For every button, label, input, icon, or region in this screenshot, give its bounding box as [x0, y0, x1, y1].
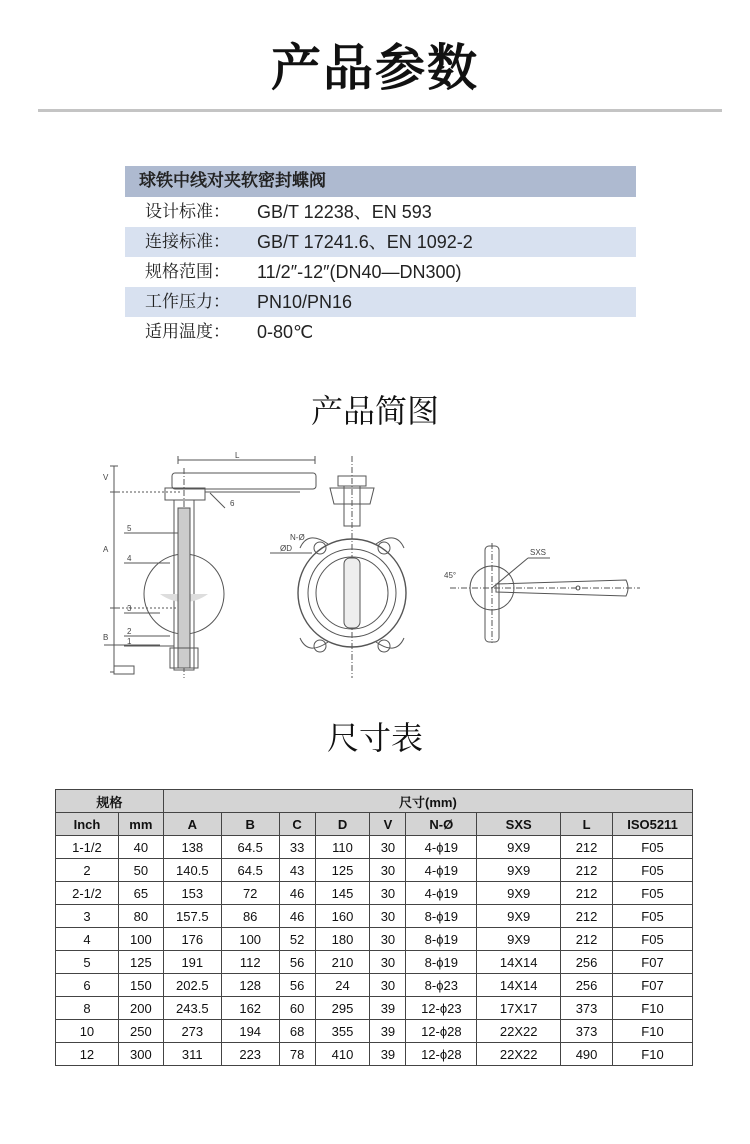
column-header: L: [561, 813, 613, 836]
table-cell: 176: [163, 928, 221, 951]
table-cell: 39: [370, 1043, 406, 1066]
table-cell: 68: [279, 1020, 315, 1043]
part-label-3: 3: [127, 604, 132, 613]
table-cell: 212: [561, 905, 613, 928]
table-cell: 8-ϕ19: [406, 928, 477, 951]
table-cell: 212: [561, 859, 613, 882]
table-cell: 256: [561, 951, 613, 974]
page-title: 产品参数: [271, 39, 479, 97]
table-cell: 12-ϕ28: [406, 1043, 477, 1066]
part-label-2: 2: [127, 627, 132, 636]
diagram-title: 产品简图: [310, 392, 439, 430]
table-row: [56, 1020, 693, 1043]
table-cell: 39: [370, 997, 406, 1020]
table-row: [56, 951, 693, 974]
table-cell: 355: [315, 1020, 370, 1043]
table-cell: 490: [561, 1043, 613, 1066]
column-header: SXS: [477, 813, 561, 836]
table-cell: 4-ϕ19: [406, 882, 477, 905]
table-cell: 194: [221, 1020, 279, 1043]
table-cell: 8-ϕ19: [406, 951, 477, 974]
table-cell: 4-ϕ19: [406, 859, 477, 882]
spec-row: [125, 317, 636, 347]
table-cell: 39: [370, 1020, 406, 1043]
table-cell: 210: [315, 951, 370, 974]
table-row: [56, 859, 693, 882]
spec-row: [125, 287, 636, 317]
table-cell: 100: [221, 928, 279, 951]
table-cell: 6: [56, 974, 119, 997]
spec-row: [125, 197, 636, 227]
column-header: C: [279, 813, 315, 836]
table-row: [56, 974, 693, 997]
spec-heading: 球铁中线对夹软密封蝶阀: [125, 166, 636, 197]
table-cell: 112: [221, 951, 279, 974]
table-cell: 46: [279, 882, 315, 905]
table-cell: F10: [613, 997, 693, 1020]
table-cell: 65: [118, 882, 163, 905]
table-cell: 9X9: [477, 836, 561, 859]
table-cell: 9X9: [477, 882, 561, 905]
table-cell: 64.5: [221, 859, 279, 882]
table-cell: 243.5: [163, 997, 221, 1020]
table-cell: 4-ϕ19: [406, 836, 477, 859]
table-cell: 212: [561, 836, 613, 859]
table-cell: 4: [56, 928, 119, 951]
table-cell: 9X9: [477, 859, 561, 882]
part-label-4: 4: [127, 554, 132, 563]
spec-value: 11/2″-12″(DN40—DN300): [257, 262, 462, 282]
table-cell: 125: [315, 859, 370, 882]
table-cell: 223: [221, 1043, 279, 1066]
table-cell: 140.5: [163, 859, 221, 882]
dim-label-od: ØD: [280, 544, 292, 553]
table-cell: 10: [56, 1020, 119, 1043]
spec-label: 设计标准：: [145, 202, 230, 222]
dim-label-v: V: [103, 473, 109, 482]
table-cell: 52: [279, 928, 315, 951]
table-row: [56, 928, 693, 951]
table-cell: 5: [56, 951, 119, 974]
table-cell: 72: [221, 882, 279, 905]
table-cell: 100: [118, 928, 163, 951]
table-cell: 150: [118, 974, 163, 997]
dimension-table-title: 尺寸表: [326, 719, 423, 757]
table-cell: 46: [279, 905, 315, 928]
table-cell: 30: [370, 882, 406, 905]
spec-label: 适用温度：: [145, 322, 230, 342]
title-divider: [38, 109, 722, 112]
dim-label-a: A: [103, 545, 109, 554]
table-row: [56, 836, 693, 859]
dim-label-angle: 45°: [444, 571, 457, 580]
column-header: B: [221, 813, 279, 836]
spec-row: [125, 227, 636, 257]
table-cell: 250: [118, 1020, 163, 1043]
column-header: V: [370, 813, 406, 836]
spec-row: [125, 257, 636, 287]
table-cell: 43: [279, 859, 315, 882]
table-cell: 30: [370, 859, 406, 882]
table-cell: 22X22: [477, 1043, 561, 1066]
table-cell: 160: [315, 905, 370, 928]
table-cell: 311: [163, 1043, 221, 1066]
table-group-header-row: [56, 790, 693, 813]
table-cell: F05: [613, 928, 693, 951]
table-cell: F05: [613, 859, 693, 882]
table-cell: 410: [315, 1043, 370, 1066]
table-body: [56, 836, 693, 1066]
table-row: [56, 1043, 693, 1066]
table-cell: 30: [370, 905, 406, 928]
spec-value: 0-80℃: [257, 322, 314, 342]
table-cell: 64.5: [221, 836, 279, 859]
spec-label: 连接标准：: [145, 232, 230, 252]
table-cell: 86: [221, 905, 279, 928]
top-view: [450, 543, 640, 643]
table-row: [56, 997, 693, 1020]
table-row: [56, 905, 693, 928]
dimension-table: [55, 789, 693, 1066]
part-label-5: 5: [127, 524, 132, 533]
group-header-size: 尺寸(mm): [163, 790, 692, 813]
table-cell: 40: [118, 836, 163, 859]
table-cell: F05: [613, 882, 693, 905]
table-cell: 110: [315, 836, 370, 859]
table-cell: F07: [613, 951, 693, 974]
table-cell: 202.5: [163, 974, 221, 997]
table-header-row: [56, 813, 693, 836]
dim-label-sxs: SXS: [530, 548, 547, 557]
spec-label: 工作压力：: [145, 292, 230, 312]
table-cell: 256: [561, 974, 613, 997]
table-cell: 373: [561, 1020, 613, 1043]
table-cell: 56: [279, 951, 315, 974]
table-row: [56, 882, 693, 905]
table-cell: 30: [370, 836, 406, 859]
table-cell: F10: [613, 1020, 693, 1043]
table-cell: F10: [613, 1043, 693, 1066]
column-header: N-Ø: [406, 813, 477, 836]
spec-value: GB/T 17241.6、EN 1092-2: [257, 232, 473, 252]
table-cell: F05: [613, 836, 693, 859]
table-cell: 56: [279, 974, 315, 997]
table-cell: 2-1/2: [56, 882, 119, 905]
table-cell: 30: [370, 928, 406, 951]
table-cell: 30: [370, 951, 406, 974]
valve-drawing: [100, 448, 660, 688]
table-cell: F05: [613, 905, 693, 928]
table-cell: 145: [315, 882, 370, 905]
column-header: Inch: [56, 813, 119, 836]
table-cell: 212: [561, 882, 613, 905]
table-cell: 162: [221, 997, 279, 1020]
table-cell: 153: [163, 882, 221, 905]
table-cell: 80: [118, 905, 163, 928]
table-cell: 1-1/2: [56, 836, 119, 859]
table-cell: 22X22: [477, 1020, 561, 1043]
table-cell: 30: [370, 974, 406, 997]
table-cell: 273: [163, 1020, 221, 1043]
spec-panel: [125, 166, 636, 347]
table-cell: 2: [56, 859, 119, 882]
table-cell: 157.5: [163, 905, 221, 928]
table-cell: 9X9: [477, 928, 561, 951]
table-cell: 128: [221, 974, 279, 997]
table-cell: 125: [118, 951, 163, 974]
column-header: D: [315, 813, 370, 836]
dim-label-b: B: [103, 633, 109, 642]
table-cell: 33: [279, 836, 315, 859]
table-cell: 191: [163, 951, 221, 974]
table-cell: 12: [56, 1043, 119, 1066]
table-cell: 17X17: [477, 997, 561, 1020]
table-cell: 14X14: [477, 951, 561, 974]
table-cell: 3: [56, 905, 119, 928]
table-cell: 24: [315, 974, 370, 997]
column-header: ISO5211: [613, 813, 693, 836]
table-cell: 138: [163, 836, 221, 859]
table-cell: 50: [118, 859, 163, 882]
column-header: A: [163, 813, 221, 836]
table-cell: 373: [561, 997, 613, 1020]
group-header-spec: 规格: [56, 790, 164, 813]
dim-label-n-o: N-Ø: [290, 533, 305, 542]
table-cell: F07: [613, 974, 693, 997]
table-cell: 180: [315, 928, 370, 951]
spec-label: 规格范围：: [145, 262, 230, 282]
spec-value: PN10/PN16: [257, 292, 353, 312]
table-cell: 9X9: [477, 905, 561, 928]
part-label-6: 6: [230, 499, 235, 508]
table-cell: 295: [315, 997, 370, 1020]
table-cell: 300: [118, 1043, 163, 1066]
column-header: mm: [118, 813, 163, 836]
table-cell: 8-ϕ19: [406, 905, 477, 928]
table-cell: 12-ϕ23: [406, 997, 477, 1020]
spec-value: GB/T 12238、EN 593: [257, 202, 432, 222]
table-cell: 212: [561, 928, 613, 951]
side-view: [104, 456, 316, 678]
table-cell: 12-ϕ28: [406, 1020, 477, 1043]
table-cell: 200: [118, 997, 163, 1020]
table-cell: 78: [279, 1043, 315, 1066]
table-cell: 14X14: [477, 974, 561, 997]
part-label-1: 1: [127, 637, 132, 646]
table-cell: 8: [56, 997, 119, 1020]
table-cell: 60: [279, 997, 315, 1020]
table-cell: 8-ϕ23: [406, 974, 477, 997]
dim-label-l: L: [235, 451, 240, 460]
